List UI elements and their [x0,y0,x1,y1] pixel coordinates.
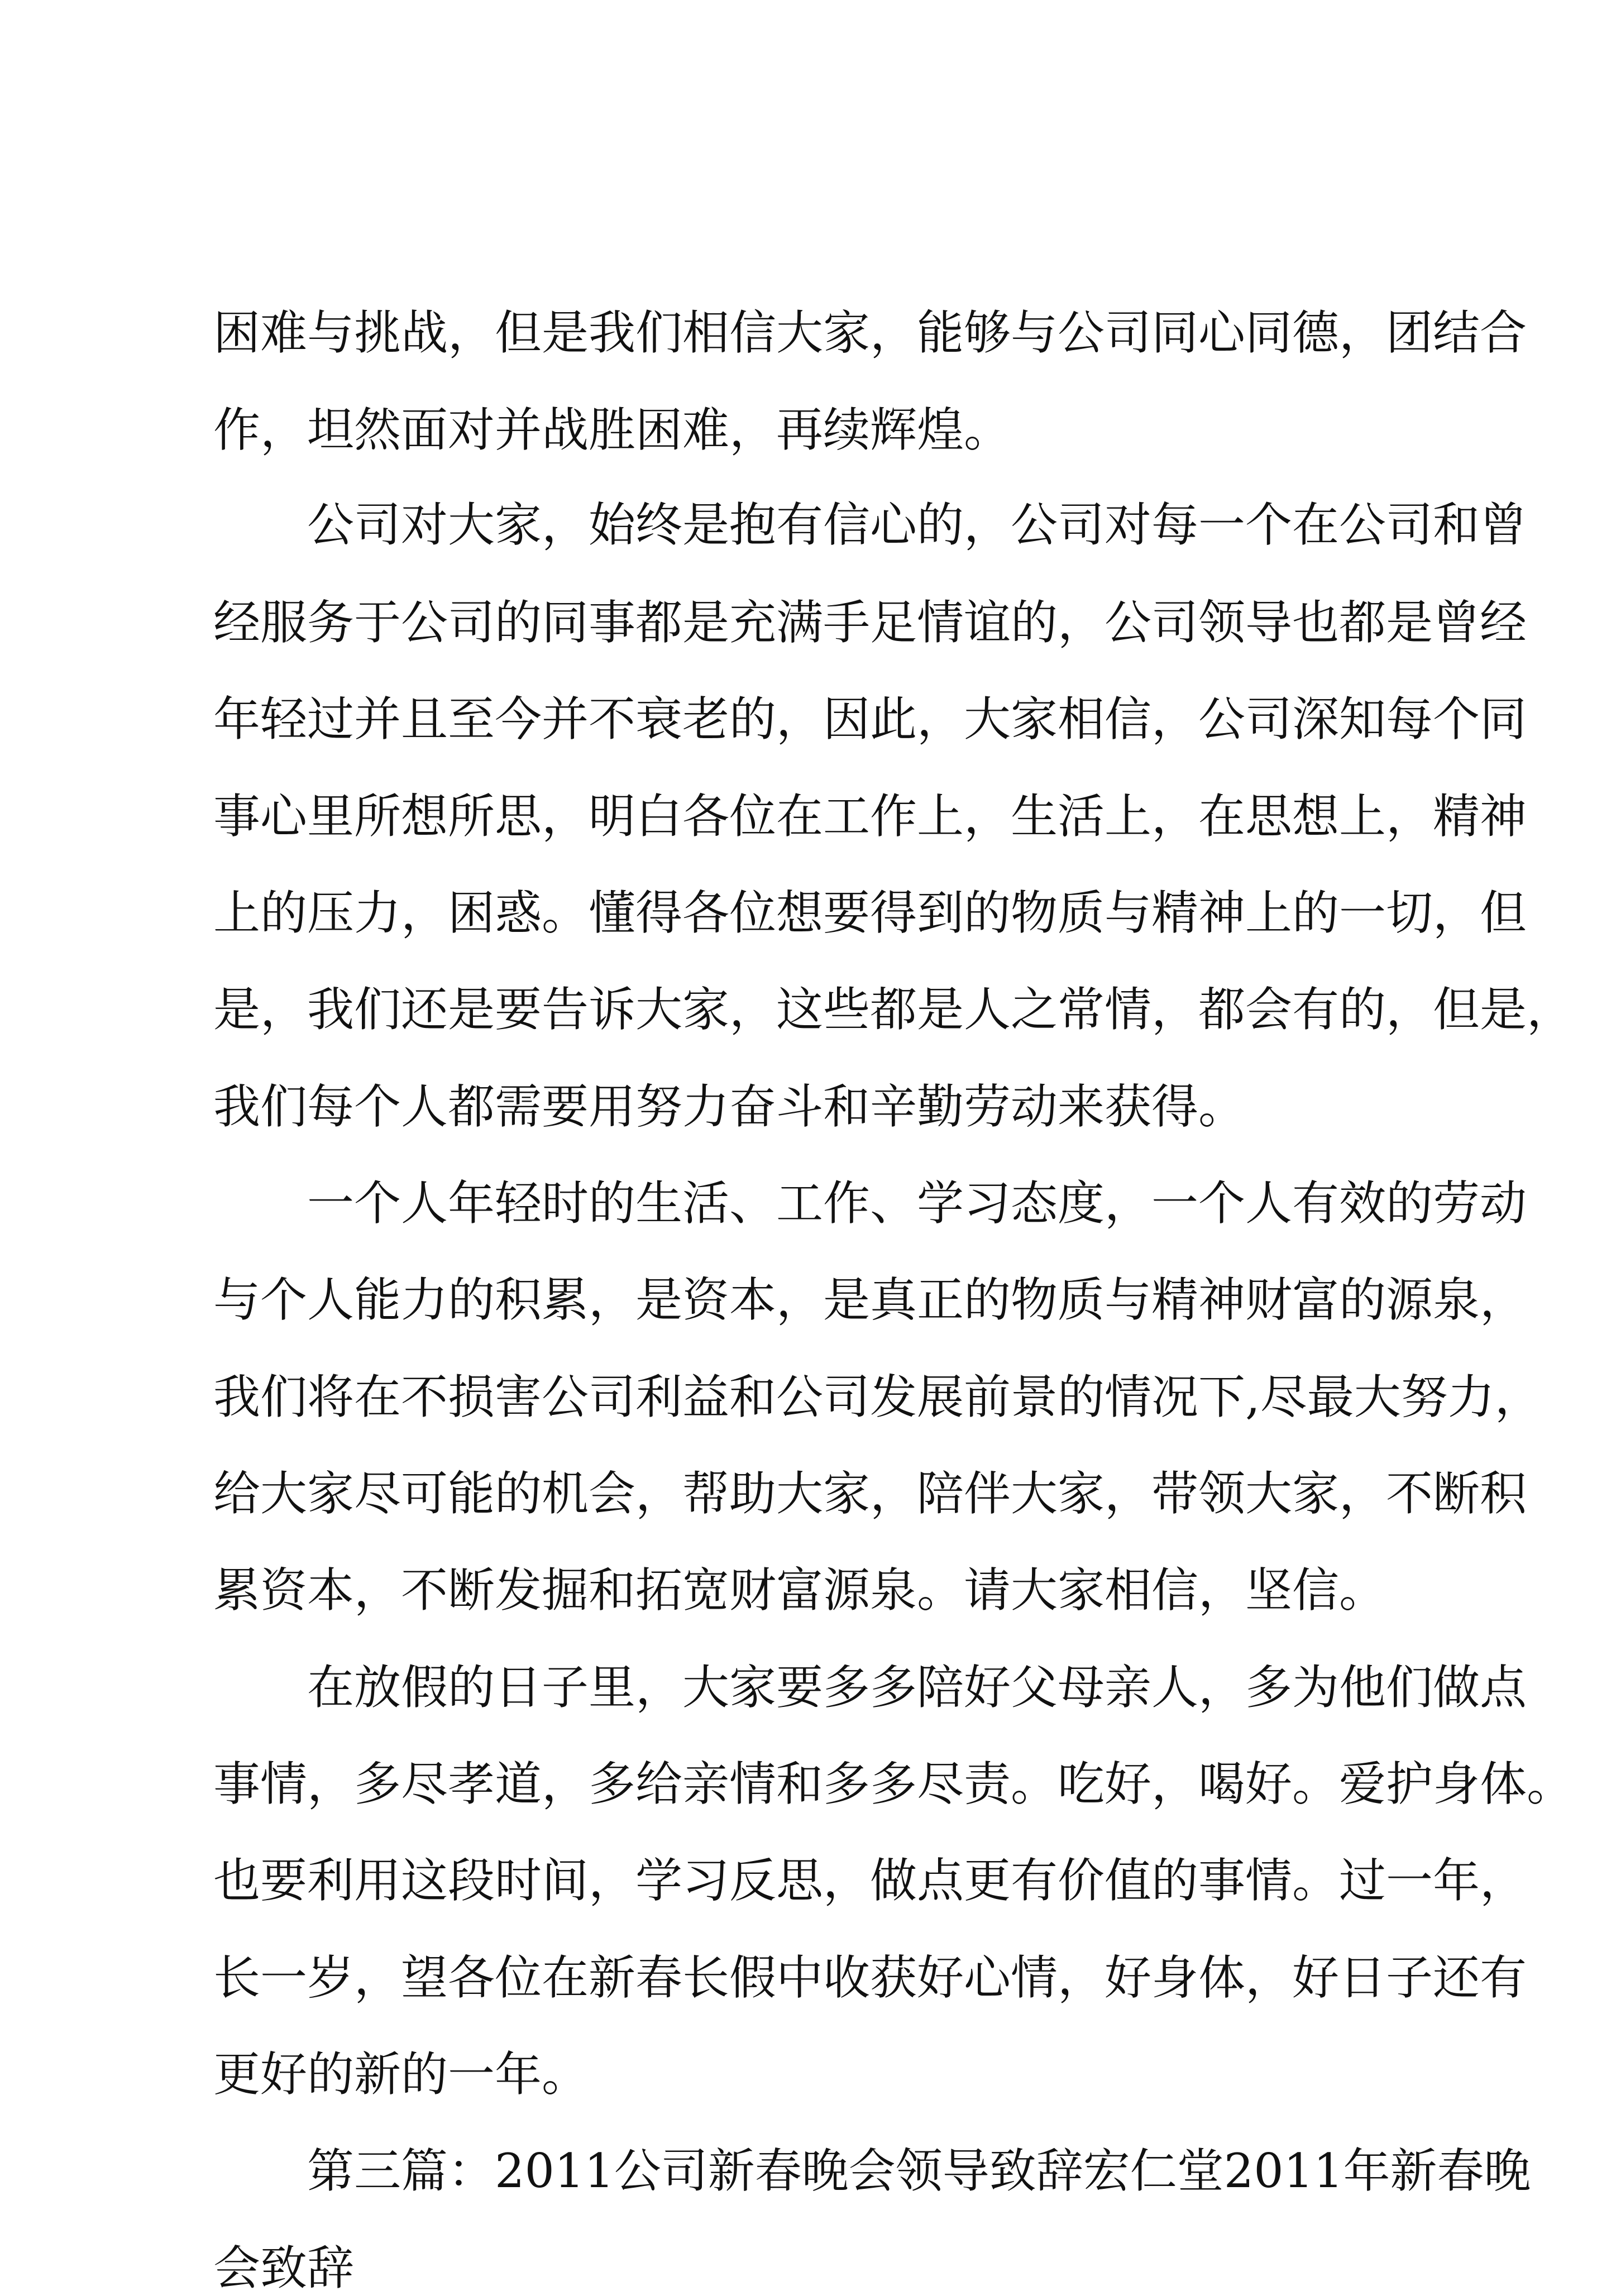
text-line-18: 长一岁，望各位在新春长假中收获好心情，好身体，好日子还有 [213,1950,1527,2005]
text-line-8: 是，我们还是要告诉大家，这些都是人之常情，都会有的，但是， [213,982,1574,1037]
text-line-10: 一个人年轻时的生活、工作、学习态度，一个人有效的劳动 [307,1176,1527,1231]
text-line-16: 事情，多尽孝道，多给亲情和多多尽责。吃好，喝好。爱护身体。 [213,1757,1574,1811]
text-line-13: 给大家尽可能的机会，帮助大家，陪伴大家，带领大家，不断积 [213,1466,1527,1521]
text-line-15: 在放假的日子里，大家要多多陪好父母亲人，多为他们做点 [307,1660,1527,1715]
text-line-4: 经服务于公司的同事都是充满手足情谊的，公司领导也都是曾经 [213,595,1527,650]
text-line-7: 上的压力，困惑。懂得各位想要得到的物质与精神上的一切，但 [213,886,1527,940]
text-line-2: 作，坦然面对并战胜困难，再续辉煌。 [213,403,1011,457]
text-line-12: 我们将在不损害公司利益和公司发展前景的情况下,尽最大努力， [213,1370,1542,1424]
text-line-14: 累资本，不断发掘和拓宽财富源泉。请大家相信，坚信。 [213,1563,1386,1618]
text-line-17: 也要利用这段时间，学习反思，做点更有价值的事情。过一年， [213,1853,1527,1908]
text-line-11: 与个人能力的积累，是资本，是真正的物质与精神财富的源泉， [213,1273,1527,1327]
text-line-19: 更好的新的一年。 [213,2047,589,2102]
text-line-1: 困难与挑战，但是我们相信大家，能够与公司同心同德，团结合 [213,305,1527,360]
text-line-9: 我们每个人都需要用努力奋斗和辛勤劳动来获得。 [213,1079,1246,1134]
section-heading-line-2: 会致辞 [213,2241,355,2295]
text-line-6: 事心里所想所思，明白各位在工作上，生活上，在思想上，精神 [213,789,1527,844]
section-heading-line-1: 第三篇：2011公司新春晚会领导致辞宏仁堂2011年新春晚 [307,2144,1531,2198]
text-line-5: 年轻过并且至今并不衰老的，因此，大家相信，公司深知每个同 [213,692,1527,747]
text-line-3: 公司对大家，始终是抱有信心的，公司对每一个在公司和曾 [307,498,1527,552]
